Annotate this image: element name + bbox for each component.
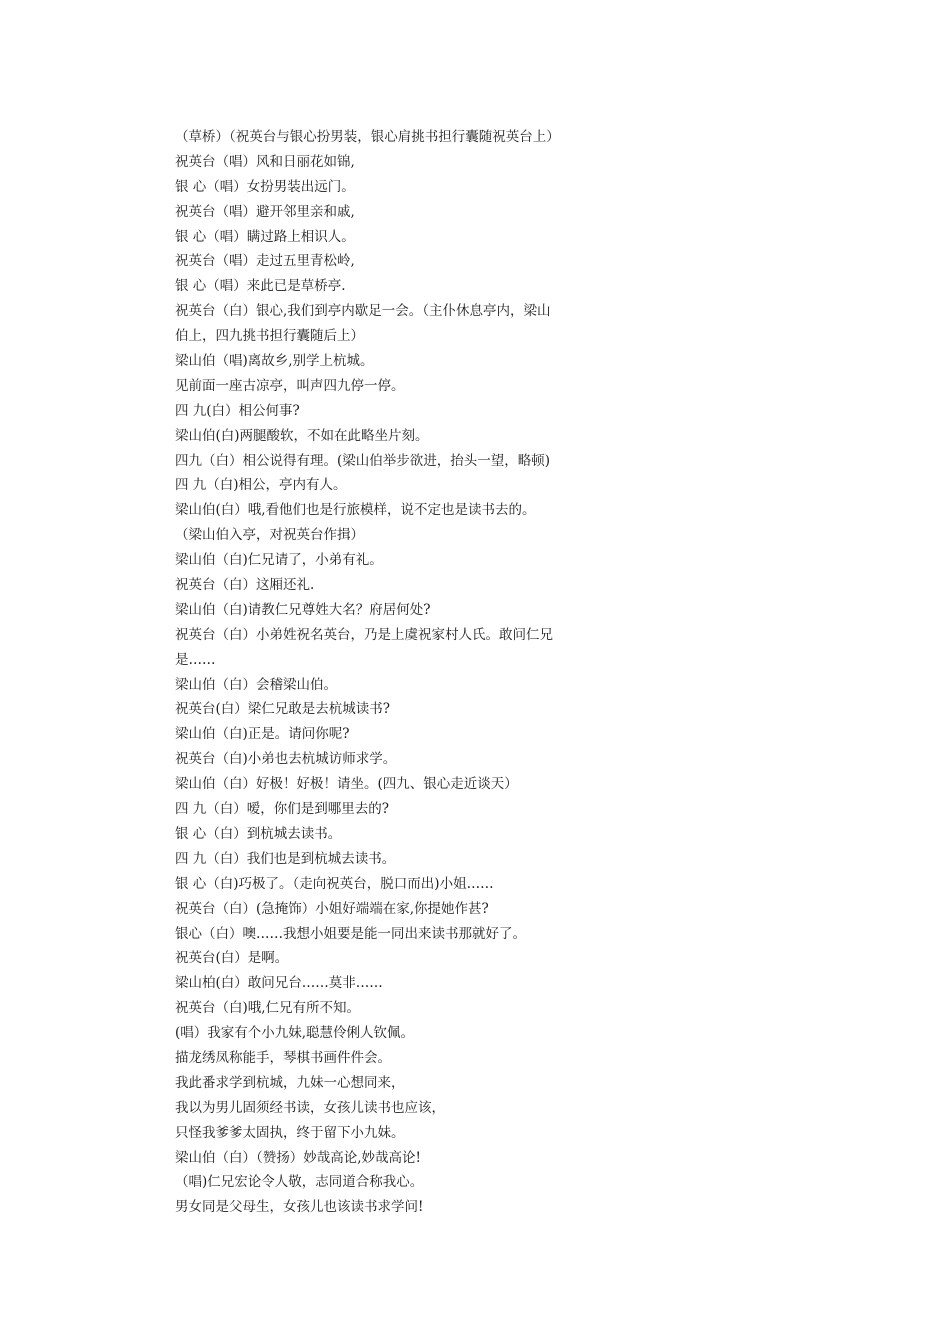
script-line: 梁山伯（白)正是。请问你呢? <box>175 726 350 743</box>
script-line: 银 心（唱）女扮男装出远门。 <box>175 178 355 195</box>
script-line: 银心（白）噢……我想小姐要是能一同出来读书那就好了。 <box>175 925 526 942</box>
script-line: 祝英台（白）这厢还礼. <box>175 577 315 594</box>
script-line: 我此番求学到杭城，九妹一心想同来， <box>175 1074 405 1091</box>
script-line: 只怪我爹爹太固执，终于留下小九妹。 <box>175 1124 405 1141</box>
script-line: 梁山伯（白)请教仁兄尊姓大名？府居何处? <box>175 601 431 618</box>
script-line: 银 心（白）到杭城去读书。 <box>175 825 342 842</box>
script-line: 梁山柏(白）敢问兄台……莫非…… <box>175 975 383 992</box>
script-line: 银 心（白)巧极了。（走向祝英台，脱口而出)小姐…… <box>175 875 494 892</box>
script-line: 伯上，四九挑书担行囊随后上） <box>175 328 364 345</box>
script-line: 祝英台（白）(急掩饰）小姐好端端在家,你提她作甚? <box>175 900 489 917</box>
script-line: (唱）我家有个小九妹,聪慧伶俐人钦佩。 <box>175 1025 415 1042</box>
script-line: （草桥）（祝英台与银心扮男装，银心肩挑书担行囊随祝英台上） <box>175 129 560 145</box>
script-line: 祝英台（白)哦,仁兄有所不知。 <box>175 1000 361 1017</box>
script-line: 是…… <box>175 651 216 668</box>
script-line: 祝英台(白）是啊。 <box>175 950 289 967</box>
script-line: 祝英台（唱）走过五里青松岭, <box>175 253 355 270</box>
script-line: 梁山伯（唱)离故乡,别学上杭城。 <box>175 353 374 370</box>
script-line: 祝英台(白）梁仁兄敢是去杭城读书? <box>175 701 391 718</box>
script-line: 梁山伯（白）会稽梁山伯。 <box>175 676 337 693</box>
script-line: 四九（白）相公说得有理。(梁山伯举步欲进，抬头一望，略顿) <box>175 452 551 469</box>
script-line: （梁山伯入亭，对祝英台作揖） <box>175 527 364 544</box>
script-line: 四 九(白）相公何事? <box>175 402 300 419</box>
script-line: 梁山伯(白）哦,看他们也是行旅模样，说不定也是读书去的。 <box>175 502 536 519</box>
script-line: 梁山伯（白）好极！好极！请坐。(四九、银心走近谈天） <box>175 776 518 793</box>
script-line: 我以为男儿固须经书读，女孩儿读书也应该， <box>175 1099 445 1116</box>
script-line: 描龙绣凤称能手，琴棋书画件件会。 <box>175 1049 391 1066</box>
script-text-block <box>175 125 615 1220</box>
script-line: 银 心（唱）瞒过路上相识人。 <box>175 228 355 245</box>
script-line: 梁山伯（白）（赞扬）妙哉高论,妙哉高论! <box>175 1149 421 1166</box>
script-line: 梁山伯(白)两腿酸软，不如在此略坐片刻。 <box>175 427 429 444</box>
script-line: 男女同是父母生，女孩儿也该读书求学问! <box>175 1199 424 1216</box>
script-line: （唱)仁兄宏论令人敬，志同道合称我心。 <box>175 1174 424 1191</box>
script-line: 四 九（白）我们也是到杭城去读书。 <box>175 850 396 867</box>
script-line: 祝英台（白）小弟姓祝名英台，乃是上虞祝家村人氏。敢问仁兄 <box>175 626 553 643</box>
script-line: 四 九（白）嗳，你们是到哪里去的? <box>175 801 390 818</box>
script-line: 祝英台（白)小弟也去杭城访师求学。 <box>175 751 397 768</box>
script-line: 见前面一座古凉亭，叫声四九停一停。 <box>175 377 405 394</box>
script-line: 祝英台（唱）风和日丽花如锦, <box>175 153 355 170</box>
script-line: 四 九（白)相公，亭内有人。 <box>175 477 347 494</box>
script-line: 祝英台（唱）避开邻里亲和戚, <box>175 203 355 220</box>
script-line: 梁山伯（白)仁兄请了，小弟有礼。 <box>175 552 383 569</box>
script-line: 银 心（唱）来此已是草桥亭. <box>175 278 346 295</box>
script-line: 祝英台（白）银心,我们到亭内歇足一会。（主仆休息亭内，梁山 <box>175 303 551 320</box>
